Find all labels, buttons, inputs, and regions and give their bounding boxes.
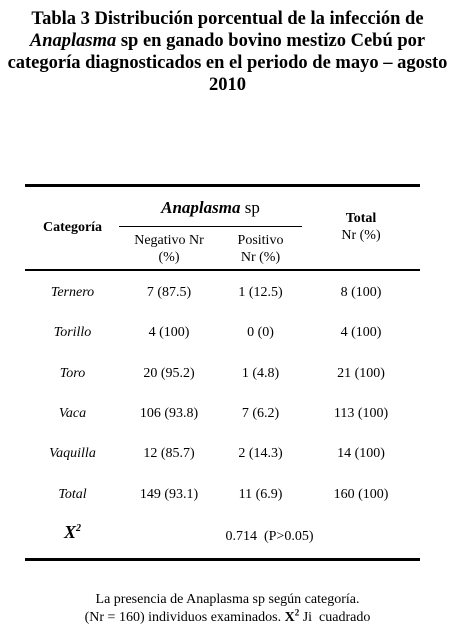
row-torillo-label: Torillo	[53, 325, 92, 340]
row-torillo-negativo: 4 (100)	[148, 325, 190, 340]
row-vaca-label: Vaca	[58, 406, 87, 421]
row-ternero-label: Ternero	[50, 285, 95, 300]
row-vaquilla-label: Vaquilla	[49, 446, 96, 461]
row-total-negativo: 149 (93.1)	[139, 487, 199, 502]
header-group-italic: Anaplasma	[161, 198, 241, 217]
row-toro-negativo: 20 (95.2)	[143, 366, 195, 381]
chi-exponent: 2	[76, 523, 81, 534]
row-vaquilla-positivo: 2 (14.3)	[238, 446, 283, 461]
header-group-sp: sp	[244, 198, 260, 217]
table-header-rule	[25, 269, 420, 271]
row-torillo-total: 4 (100)	[340, 325, 382, 340]
row-chi-square-label	[25, 524, 120, 541]
caption-prefix: Tabla 3 Distribución porcentual de la infección de	[31, 9, 424, 29]
row-chi-square-value: 0.714 (P>0.05)	[225, 529, 314, 544]
caption-italic: Anaplasma	[29, 31, 117, 51]
caption-suffix: sp en ganado bovino mestizo Cebú por categoría diagnosticados en el periodo de mayo – agosto 2010	[7, 31, 448, 95]
row-vaca-total: 113 (100)	[333, 406, 389, 421]
footnote-line2	[0, 609, 455, 627]
table-bottom-rule	[25, 558, 420, 561]
row-torillo-positivo: 0 (0)	[247, 325, 274, 340]
footnote-line2-suffix: Ji cuadrado	[302, 610, 371, 625]
row-vaca-negativo: 106 (93.8)	[139, 406, 199, 421]
table-top-rule	[25, 184, 420, 187]
footnote-chi-symbol: X	[284, 610, 295, 625]
row-vaquilla-total: 14 (100)	[337, 446, 385, 461]
row-vaquilla-negativo: 12 (85.7)	[143, 446, 195, 461]
header-total-line1: Total	[345, 211, 377, 226]
header-negativo-line1: Negativo Nr	[134, 233, 204, 248]
footnote-chi-exponent: 2	[294, 607, 300, 618]
header-positivo-line1: Positivo	[237, 233, 284, 248]
row-toro-total: 21 (100)	[337, 366, 385, 381]
table-caption	[4, 8, 451, 96]
row-ternero-negativo: 7 (87.5)	[146, 285, 192, 300]
row-total-label: Total	[58, 487, 87, 502]
row-toro-positivo: 1 (4.8)	[241, 366, 280, 381]
footnote-line1: La presencia de Anaplasma sp según categoría.	[95, 592, 360, 607]
header-negativo-line2: (%)	[158, 250, 180, 265]
row-ternero-total: 8 (100)	[340, 285, 382, 300]
header-total	[302, 210, 420, 244]
row-toro-label: Toro	[59, 366, 86, 381]
header-categoria: Categoría	[42, 220, 103, 235]
chi-symbol: X	[63, 522, 76, 542]
header-group-anaplasma	[119, 199, 302, 216]
header-negativo	[119, 232, 219, 266]
footnote-line2-prefix: (Nr = 160) individuos examinados.	[84, 610, 282, 625]
row-total-total: 160 (100)	[333, 487, 389, 502]
header-positivo-line2: Nr (%)	[240, 250, 281, 265]
row-ternero-positivo: 1 (12.5)	[238, 285, 283, 300]
header-positivo	[219, 232, 302, 266]
row-total-positivo: 11 (6.9)	[238, 487, 283, 502]
header-sub-rule	[119, 226, 302, 227]
row-vaca-positivo: 7 (6.2)	[241, 406, 280, 421]
header-total-line2: Nr (%)	[341, 228, 381, 243]
